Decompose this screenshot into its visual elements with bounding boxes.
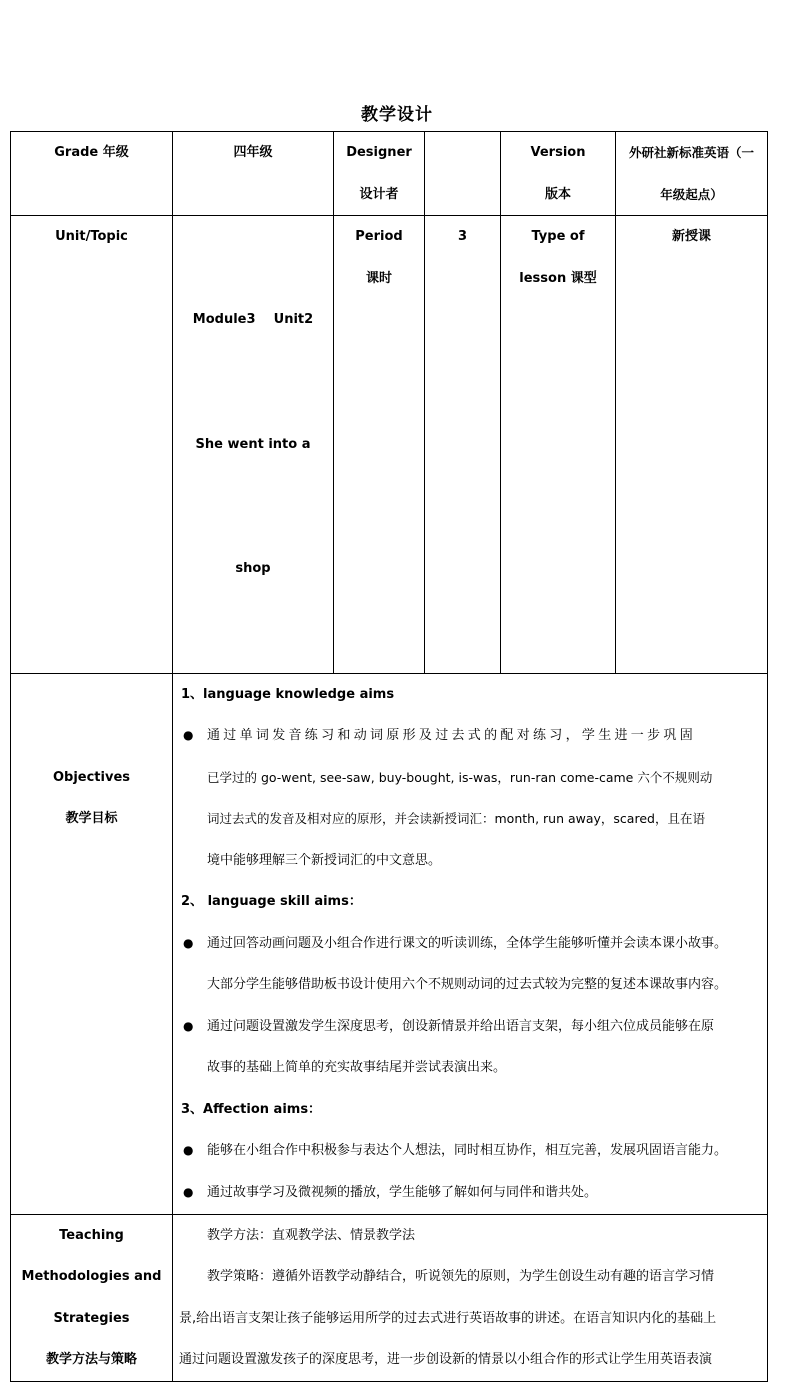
version-label-en: Version: [530, 145, 586, 160]
type-label-line2: lesson 课型: [519, 270, 597, 286]
aim2-bullet1: [181, 923, 759, 1006]
aim2-heading: 2、 language skill aims：: [181, 894, 362, 909]
aim1-bullet-line2: 已学过的 go-went, see-saw, buy-bought, is-was，run-ran come-came 六个不规则动: [207, 769, 713, 785]
version-value-line1: 外研社新标准英语（一: [628, 145, 754, 160]
methods-label-line1: Teaching: [59, 1227, 124, 1243]
objectives-content-cell: [173, 673, 768, 1214]
methods-content-cell: [173, 1214, 768, 1381]
aim3-heading: 3、Affection aims：: [181, 1101, 322, 1117]
aim3-bullet1-text: 能够在小组合作中积极参与表达个人想法，同时相互协作，相互完善，发展巩固语言能力。: [207, 1143, 728, 1158]
bullet-icon: ●: [183, 1184, 194, 1199]
unit-value-line3: shop: [235, 561, 271, 576]
methods-label-line3: Strategies: [53, 1310, 130, 1326]
aim3-bullet2: [181, 1172, 759, 1214]
type-label-cell: [501, 216, 616, 674]
type-label-line1: Type of: [531, 229, 585, 244]
row-grade: [11, 132, 768, 216]
aim1-bullet-line1: 通过单词发音练习和动词原形及过去式的配对练习，学生进一步巩固: [207, 728, 697, 743]
method-line: 教学方法：直观教学法、情景教学法: [207, 1227, 416, 1243]
methods-label-line2: Methodologies and: [21, 1269, 162, 1284]
lesson-plan-table: [10, 131, 768, 1382]
aim3-bullet1: [181, 1130, 759, 1172]
row-unit: [11, 216, 768, 674]
version-label-cn: 版本: [544, 186, 571, 202]
objectives-label-cell: [11, 673, 173, 1214]
row-methods: [11, 1214, 768, 1381]
document-title: 教学设计: [361, 105, 433, 125]
unit-label-cell: [11, 216, 173, 674]
grade-value-cell: [173, 132, 334, 216]
designer-label-cn: 设计者: [359, 186, 399, 202]
period-value: 3: [457, 229, 468, 244]
bullet-icon: ●: [183, 1143, 194, 1157]
period-label-cell: [334, 216, 425, 674]
unit-value-line2: She went into a: [195, 436, 311, 452]
objectives-label-cn: 教学目标: [65, 811, 118, 826]
period-label-en: Period: [355, 229, 403, 244]
designer-label-cell: [334, 132, 425, 216]
aim2-bullet1-line1: 通过回答动画问题及小组合作进行课文的听读训练，全体学生能够听懂并会读本课小故事。: [207, 935, 728, 951]
methods-label-cn: 教学方法与策略: [45, 1352, 137, 1367]
grade-label-cell: [11, 132, 173, 216]
methods-label-cell: [11, 1214, 173, 1381]
objectives-label-en: Objectives: [52, 769, 131, 785]
aim2-bullet2: [181, 1006, 759, 1089]
unit-value-line1: Module3 Unit2: [192, 312, 314, 327]
aim2-bullet2-line2: 故事的基础上简单的充实故事结尾并尝试表演出来。: [207, 1060, 507, 1075]
strategy-line1: 教学策略：遵循外语教学动静结合，听说领先的原则，为学生创设生动有趣的语言学习情: [207, 1269, 715, 1284]
period-value-cell: [425, 216, 501, 674]
bullet-icon: ●: [183, 728, 194, 742]
aim1-bullet-line3: 词过去式的发音及相对应的原形，并会读新授词汇：month, run away，scared，且在语: [207, 811, 705, 826]
aim1-heading: 1、language knowledge aims: [181, 686, 395, 702]
strategy-line3: 通过问题设置激发孩子的深度思考，进一步创设新的情景以小组合作的形式让学生用英语表演: [179, 1352, 713, 1367]
grade-label: Grade 年级: [54, 145, 129, 160]
version-value-cell: [616, 132, 768, 216]
bullet-icon: ●: [183, 1018, 194, 1033]
designer-label-en: Designer: [346, 145, 412, 160]
type-value: 新授课: [671, 229, 711, 244]
designer-value-cell: [425, 132, 501, 216]
version-label-cell: [501, 132, 616, 216]
grade-value: 四年级: [233, 145, 273, 160]
aim2-bullet2-line1: 通过问题设置激发学生深度思考，创设新情景并给出语言支架，每小组六位成员能够在原: [207, 1018, 715, 1034]
period-label-cn: 课时: [365, 270, 392, 286]
unit-value-cell: [173, 216, 334, 674]
row-objectives: [11, 673, 768, 1214]
aim1-bullet-line4: 境中能够理解三个新授词汇的中文意思。: [207, 852, 442, 868]
aim1-bullet: [181, 715, 759, 881]
version-value-line2: 年级起点）: [660, 186, 723, 202]
type-value-cell: [616, 216, 768, 674]
aim2-bullet1-line2: 大部分学生能够借助板书设计使用六个不规则动词的过去式较为完整的复述本课故事内容。: [207, 977, 728, 992]
unit-label: Unit/Topic: [55, 229, 128, 244]
aim3-bullet2-text: 通过故事学习及微视频的播放，学生能够了解如何与同伴和谐共处。: [207, 1184, 598, 1200]
bullet-icon: ●: [183, 935, 194, 950]
strategy-line2: 景,给出语言支架让孩子能够运用所学的过去式进行英语故事的讲述。在语言知识内化的基础上: [179, 1310, 717, 1326]
